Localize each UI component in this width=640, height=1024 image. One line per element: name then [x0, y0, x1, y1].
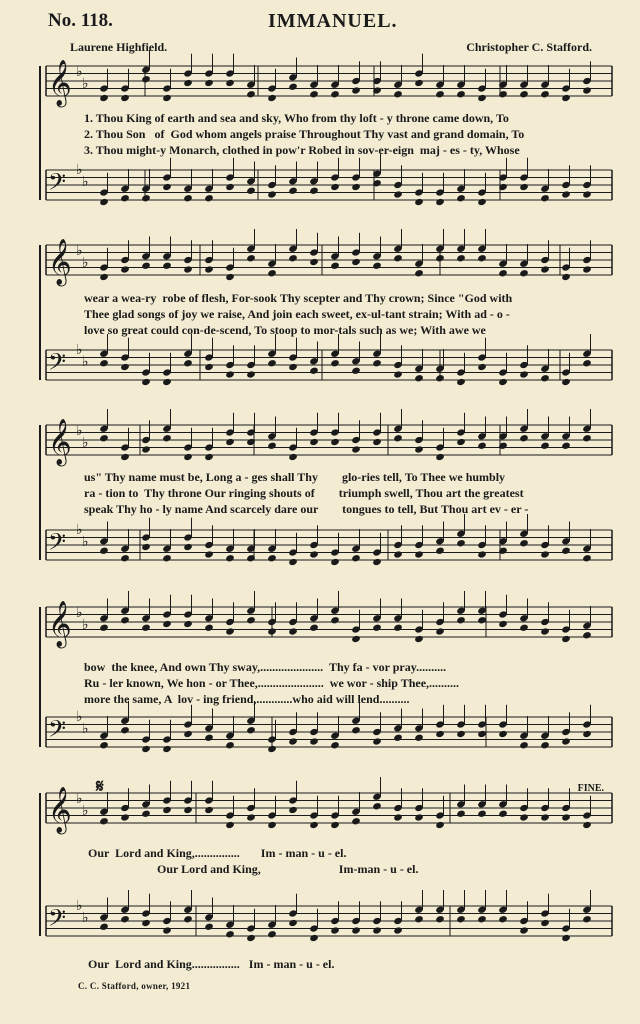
notehead: [561, 442, 571, 450]
notehead: [519, 539, 529, 547]
key-flat: ♭: [82, 354, 89, 370]
notehead: [99, 547, 109, 555]
notehead: [246, 90, 256, 98]
bass-clef: 𝄢: [48, 904, 67, 937]
notehead: [225, 183, 235, 191]
notehead: [372, 926, 382, 934]
notehead: [477, 730, 487, 738]
notehead: [141, 745, 151, 753]
key-flat: ♭: [76, 243, 83, 259]
notehead: [162, 378, 172, 386]
notehead: [309, 624, 319, 632]
notehead: [498, 810, 508, 818]
notehead: [561, 813, 571, 821]
fine-marking: FINE.: [577, 783, 604, 794]
notehead: [393, 926, 403, 934]
notehead: [477, 550, 487, 558]
notehead: [582, 86, 592, 94]
notehead: [540, 442, 550, 450]
notehead: [372, 558, 382, 566]
notehead: [351, 367, 361, 375]
notehead: [99, 817, 109, 825]
notehead: [582, 190, 592, 198]
notehead: [183, 915, 193, 923]
notehead: [204, 550, 214, 558]
notehead: [330, 741, 340, 749]
notehead: [141, 543, 151, 551]
notehead: [561, 273, 571, 281]
key-flat: ♭: [76, 162, 83, 178]
notehead: [204, 265, 214, 273]
notehead: [330, 558, 340, 566]
notehead: [540, 627, 550, 635]
notehead: [246, 813, 256, 821]
bass-clef: 𝄢: [48, 528, 67, 561]
notehead: [141, 75, 151, 83]
notehead: [204, 734, 214, 742]
key-flat: ♭: [82, 617, 89, 633]
notehead: [456, 378, 466, 386]
notehead: [561, 737, 571, 745]
notehead: [330, 821, 340, 829]
notehead: [582, 730, 592, 738]
notehead: [141, 810, 151, 818]
notehead: [120, 453, 130, 461]
notehead: [162, 745, 172, 753]
notehead: [456, 539, 466, 547]
notehead: [309, 258, 319, 266]
notehead: [246, 187, 256, 195]
lyric-line: Ru - ler known, We hon - or Thee,...................... we wor - ship Thee,..........: [84, 676, 460, 690]
notehead: [120, 554, 130, 562]
notehead: [267, 190, 277, 198]
notehead: [309, 550, 319, 558]
notehead: [330, 359, 340, 367]
notehead: [99, 94, 109, 102]
key-flat: ♭: [76, 791, 83, 807]
notehead: [288, 187, 298, 195]
notehead: [99, 273, 109, 281]
notehead: [330, 438, 340, 446]
notehead: [540, 919, 550, 927]
notehead: [99, 434, 109, 442]
notehead: [120, 813, 130, 821]
notehead: [99, 359, 109, 367]
notehead: [309, 90, 319, 98]
notehead: [204, 363, 214, 371]
notehead: [561, 190, 571, 198]
notehead: [393, 190, 403, 198]
lyric-line: 2. Thou Son of God whom angels praise Throughout Thy vast and grand domain, To: [84, 127, 525, 141]
notehead: [456, 194, 466, 202]
notehead: [267, 442, 277, 450]
notehead: [330, 262, 340, 270]
notehead: [225, 741, 235, 749]
notehead: [477, 442, 487, 450]
notehead: [477, 363, 487, 371]
notehead: [225, 273, 235, 281]
key-flat: ♭: [82, 534, 89, 550]
notehead: [477, 616, 487, 624]
key-flat: ♭: [76, 709, 83, 725]
notehead: [141, 624, 151, 632]
notehead: [204, 79, 214, 87]
notehead: [393, 370, 403, 378]
notehead: [498, 915, 508, 923]
notehead: [582, 554, 592, 562]
notehead: [372, 624, 382, 632]
notehead: [309, 821, 319, 829]
notehead: [309, 367, 319, 375]
notehead: [372, 438, 382, 446]
notehead: [414, 734, 424, 742]
bass-clef: 𝄢: [48, 715, 67, 748]
notehead: [141, 919, 151, 927]
treble-clef: 𝄞: [48, 419, 72, 465]
notehead: [519, 269, 529, 277]
lyric-line: love so great could con-de-scend, To stoop to mor-tals such as we; With awe we: [84, 323, 486, 337]
bass-clef: 𝄢: [48, 348, 67, 381]
notehead: [330, 616, 340, 624]
notehead: [267, 269, 277, 277]
notehead: [435, 547, 445, 555]
notehead: [561, 547, 571, 555]
notehead: [540, 90, 550, 98]
notehead: [498, 378, 508, 386]
notehead: [414, 813, 424, 821]
notehead: [477, 915, 487, 923]
notehead: [288, 806, 298, 814]
notehead: [351, 445, 361, 453]
composer: Christopher C. Stafford.: [466, 40, 592, 54]
notehead: [393, 550, 403, 558]
notehead: [477, 810, 487, 818]
notehead: [519, 624, 529, 632]
notehead: [204, 624, 214, 632]
notehead: [477, 254, 487, 262]
lyric-line: Our Lord and King, Im-man - u - el.: [88, 862, 419, 876]
notehead: [351, 926, 361, 934]
key-flat: ♭: [82, 721, 89, 737]
notehead: [561, 94, 571, 102]
notehead: [540, 550, 550, 558]
notehead: [288, 737, 298, 745]
notehead: [372, 262, 382, 270]
notehead: [456, 254, 466, 262]
notehead: [582, 434, 592, 442]
notehead: [288, 363, 298, 371]
key-flat: ♭: [76, 898, 83, 914]
copyright-footer: C. C. Stafford, owner, 1921: [78, 981, 191, 991]
notehead: [435, 198, 445, 206]
notehead: [183, 453, 193, 461]
notehead: [183, 359, 193, 367]
lyric-line: bow the knee, And own Thy sway,..................... Thy fa - vor pray..........: [84, 660, 447, 674]
notehead: [393, 624, 403, 632]
notehead: [351, 554, 361, 562]
notehead: [246, 934, 256, 942]
key-flat: ♭: [76, 605, 83, 621]
notehead: [351, 817, 361, 825]
notehead: [519, 434, 529, 442]
bass-lyric-line: Our Lord and King................ Im - man - u - el.: [88, 957, 335, 971]
notehead: [414, 269, 424, 277]
notehead: [372, 802, 382, 810]
notehead: [225, 438, 235, 446]
notehead: [351, 726, 361, 734]
notehead: [393, 254, 403, 262]
notehead: [309, 438, 319, 446]
notehead: [561, 378, 571, 386]
notehead: [267, 627, 277, 635]
notehead: [120, 915, 130, 923]
notehead: [351, 635, 361, 643]
notehead: [330, 926, 340, 934]
notehead: [267, 930, 277, 938]
notehead: [414, 915, 424, 923]
notehead: [414, 635, 424, 643]
lyric-line: Our Lord and King,............... Im - man - u - el.: [88, 846, 347, 860]
notehead: [225, 554, 235, 562]
notehead: [162, 806, 172, 814]
notehead: [120, 726, 130, 734]
notehead: [204, 194, 214, 202]
notehead: [414, 550, 424, 558]
notehead: [561, 635, 571, 643]
notehead: [519, 183, 529, 191]
notehead: [120, 94, 130, 102]
notehead: [141, 194, 151, 202]
notehead: [120, 363, 130, 371]
lyric-line: Thee glad songs of joy we raise, And join each sweet, ex-ul-tant strain; With ad - o -: [84, 307, 510, 321]
notehead: [225, 79, 235, 87]
treble-clef: 𝄞: [48, 239, 72, 285]
notehead: [120, 265, 130, 273]
notehead: [414, 198, 424, 206]
notehead: [519, 926, 529, 934]
key-flat: ♭: [76, 423, 83, 439]
notehead: [204, 923, 214, 931]
notehead: [393, 90, 403, 98]
lyric-line: ra - tion to Thy throne Our ringing shouts of triumph swell, Thou art the greatest: [84, 486, 524, 500]
notehead: [351, 86, 361, 94]
notehead: [519, 90, 529, 98]
notehead: [162, 434, 172, 442]
key-flat: ♭: [82, 803, 89, 819]
notehead: [330, 183, 340, 191]
notehead: [309, 187, 319, 195]
notehead: [456, 616, 466, 624]
notehead: [183, 806, 193, 814]
notehead: [519, 370, 529, 378]
lyric-line: 3. Thou might-y Monarch, clothed in pow'r Robed in sov-er-eign maj - es - ty, Whose: [84, 143, 520, 157]
notehead: [393, 813, 403, 821]
notehead: [183, 265, 193, 273]
notehead: [519, 741, 529, 749]
notehead: [498, 730, 508, 738]
notehead: [582, 631, 592, 639]
notehead: [456, 90, 466, 98]
notehead: [582, 821, 592, 829]
notehead: [519, 813, 529, 821]
notehead: [267, 821, 277, 829]
notehead: [162, 262, 172, 270]
notehead: [162, 926, 172, 934]
notehead: [183, 620, 193, 628]
notehead: [288, 453, 298, 461]
notehead: [162, 554, 172, 562]
notehead: [246, 726, 256, 734]
lyric-line: us" Thy name must be, Long a - ges shall Thy glo-ries tell, To Thee we humbly: [84, 470, 506, 484]
notehead: [414, 79, 424, 87]
notehead: [288, 254, 298, 262]
notehead: [120, 194, 130, 202]
notehead: [435, 453, 445, 461]
notehead: [246, 370, 256, 378]
key-flat: ♭: [82, 174, 89, 190]
notehead: [267, 554, 277, 562]
notehead: [393, 434, 403, 442]
notehead: [225, 821, 235, 829]
notehead: [141, 262, 151, 270]
hymn-number: No. 118.: [48, 10, 113, 31]
notehead: [435, 90, 445, 98]
notehead: [435, 374, 445, 382]
key-flat: ♭: [76, 342, 83, 358]
notehead: [435, 254, 445, 262]
key-flat: ♭: [76, 64, 83, 80]
notehead: [582, 265, 592, 273]
notehead: [162, 183, 172, 191]
notehead: [456, 810, 466, 818]
notehead: [288, 558, 298, 566]
key-flat: ♭: [76, 522, 83, 538]
notehead: [162, 620, 172, 628]
key-flat: ♭: [82, 255, 89, 271]
lyricist: Laurene Highfield.: [70, 40, 168, 54]
notehead: [372, 737, 382, 745]
notehead: [162, 94, 172, 102]
segno-sign: 𝄋: [96, 776, 104, 796]
notehead: [225, 370, 235, 378]
lyric-line: more the same, A lov - ing friend,............who aid will lend..........: [84, 692, 410, 706]
notehead: [435, 730, 445, 738]
lyric-line: 1. Thou King of earth and sea and sky, Who from thy loft - y throne came down, To: [84, 111, 509, 125]
notehead: [498, 620, 508, 628]
notehead: [267, 745, 277, 753]
notehead: [183, 194, 193, 202]
notehead: [99, 923, 109, 931]
treble-clef: 𝄞: [48, 601, 72, 647]
notehead: [540, 813, 550, 821]
key-flat: ♭: [82, 76, 89, 92]
notehead: [288, 83, 298, 91]
notehead: [99, 198, 109, 206]
notehead: [183, 543, 193, 551]
notehead: [456, 915, 466, 923]
notehead: [246, 616, 256, 624]
notehead: [309, 737, 319, 745]
notehead: [225, 930, 235, 938]
notehead: [120, 616, 130, 624]
notehead: [99, 741, 109, 749]
notehead: [204, 806, 214, 814]
notehead: [414, 445, 424, 453]
notehead: [99, 624, 109, 632]
key-flat: ♭: [82, 910, 89, 926]
notehead: [435, 915, 445, 923]
key-flat: ♭: [82, 435, 89, 451]
notehead: [414, 374, 424, 382]
bass-clef: 𝄢: [48, 168, 67, 201]
notehead: [582, 359, 592, 367]
notehead: [267, 94, 277, 102]
notehead: [351, 258, 361, 266]
notehead: [288, 919, 298, 927]
notehead: [435, 627, 445, 635]
notehead: [372, 359, 382, 367]
notehead: [540, 194, 550, 202]
notehead: [540, 741, 550, 749]
notehead: [435, 821, 445, 829]
notehead: [330, 90, 340, 98]
notehead: [582, 915, 592, 923]
notehead: [498, 269, 508, 277]
notehead: [183, 730, 193, 738]
notehead: [540, 374, 550, 382]
notehead: [561, 934, 571, 942]
lyric-line: speak Thy ho - ly name And scarcely dare our tongues to tell, But Thou art ev - er -: [84, 502, 529, 516]
notehead: [477, 94, 487, 102]
notehead: [141, 445, 151, 453]
notehead: [225, 627, 235, 635]
notehead: [267, 359, 277, 367]
notehead: [246, 254, 256, 262]
treble-clef: 𝄞: [48, 60, 72, 106]
notehead: [393, 734, 403, 742]
notehead: [183, 79, 193, 87]
notehead: [456, 730, 466, 738]
notehead: [351, 183, 361, 191]
lyric-line: wear a wea-ry robe of flesh, For-sook Thy scepter and Thy crown; Since "God with: [84, 291, 513, 305]
notehead: [141, 378, 151, 386]
hymn-title: IMMANUEL.: [268, 10, 398, 32]
notehead: [477, 198, 487, 206]
notehead: [309, 934, 319, 942]
treble-clef: 𝄞: [48, 787, 72, 833]
notehead: [456, 438, 466, 446]
notehead: [288, 627, 298, 635]
notehead: [204, 453, 214, 461]
notehead: [540, 265, 550, 273]
